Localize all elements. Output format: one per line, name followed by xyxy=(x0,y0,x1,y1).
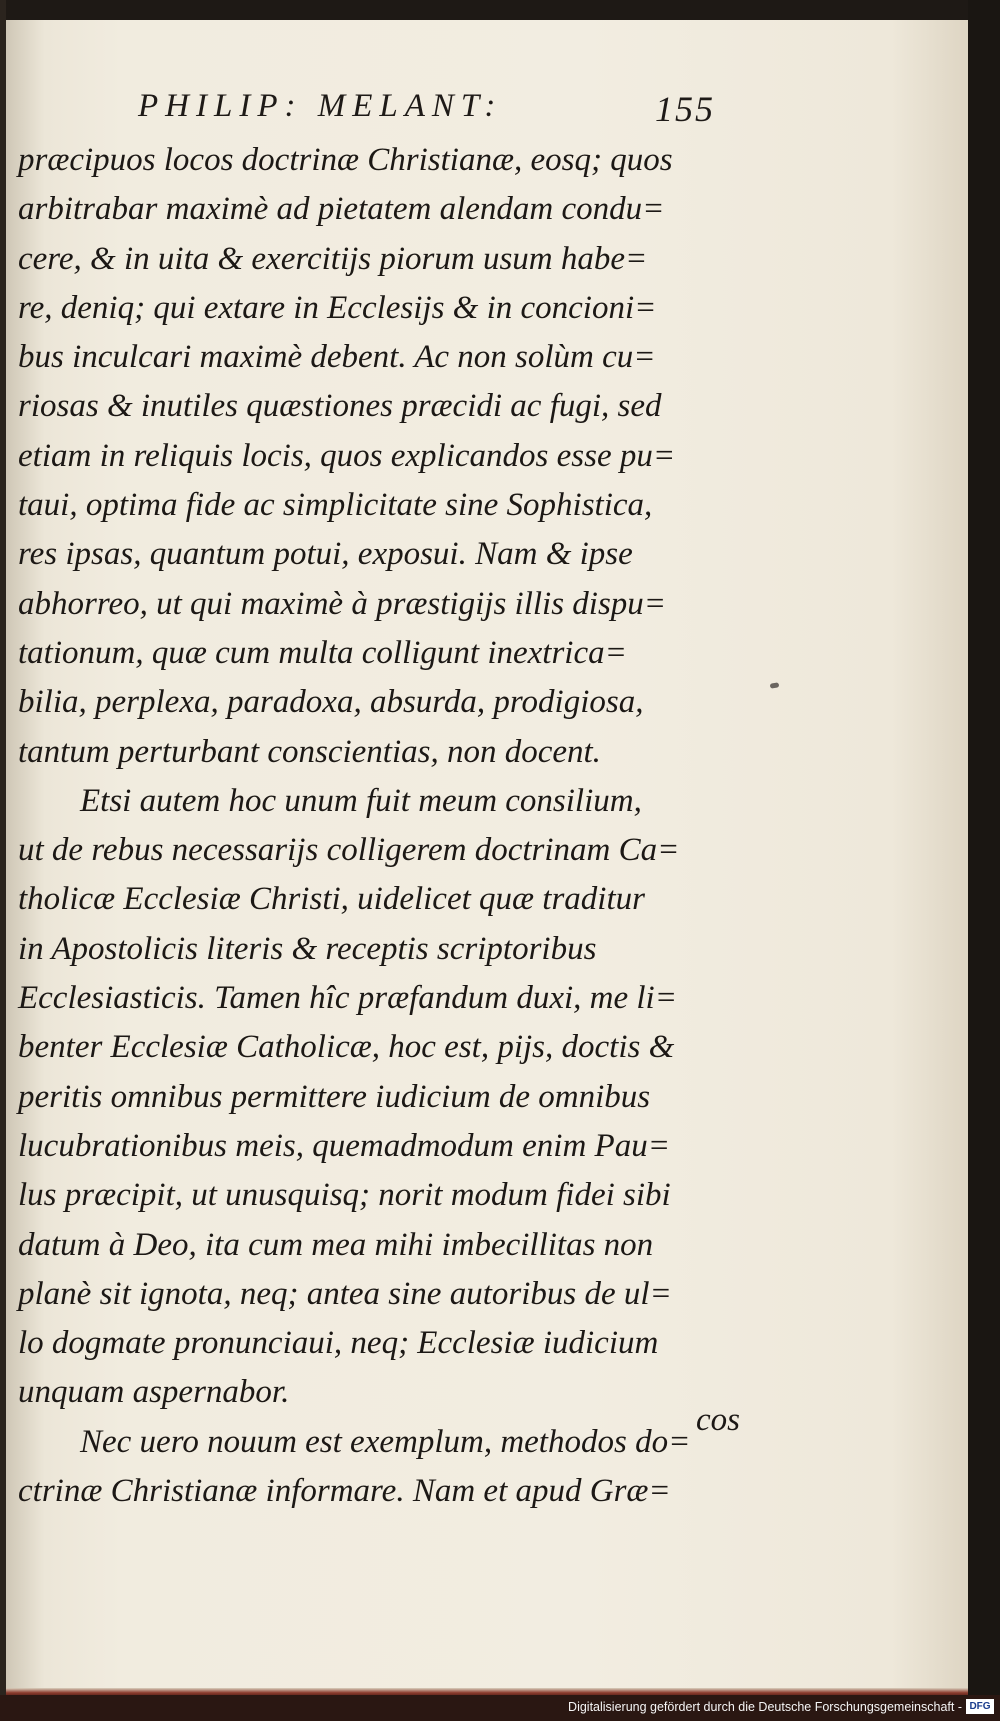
running-head: PHILIP: MELANT: xyxy=(138,88,503,124)
text-line: lucubrationibus meis, quemadmodum enim Pau= xyxy=(18,1127,670,1164)
paragraph-start-line: Nec uero nouum est exemplum, methodos do= xyxy=(80,1423,691,1460)
text-line: ctrinæ Christianæ informare. Nam et apud Græ= xyxy=(18,1473,671,1510)
text-line: Ecclesiasticis. Tamen hîc præfandum duxi, me li= xyxy=(18,980,677,1017)
text-line: unquam aspernabor. xyxy=(18,1374,290,1411)
text-line: bus inculcari maximè debent. Ac non solùm cu= xyxy=(18,339,656,376)
text-line: taui, optima fide ac simplicitate sine Sophistica, xyxy=(18,487,653,524)
text-line: res ipsas, quantum potui, exposui. Nam & ipse xyxy=(18,536,633,573)
text-line: planè sit ignota, neq; antea sine autoribus de ul= xyxy=(18,1275,672,1312)
text-line: peritis omnibus permittere iudicium de omnibus xyxy=(18,1078,651,1115)
text-line: lo dogmate pronunciaui, neq; Ecclesiæ iudicium xyxy=(18,1325,659,1362)
paragraph-start-line: Etsi autem hoc unum fuit meum consilium, xyxy=(80,782,642,819)
body-text xyxy=(18,136,753,1516)
text-line: præcipuos locos doctrinæ Christianæ, eosq; quos xyxy=(18,142,673,178)
dfg-logo: DFG xyxy=(966,1699,994,1714)
text-line: in Apostolicis literis & receptis scriptoribus xyxy=(18,930,597,967)
catchword: cos xyxy=(696,1402,740,1438)
text-line: tholicæ Ecclesiæ Christi, uidelicet quæ traditur xyxy=(18,881,645,918)
text-line: lus præcipit, ut unusquisq; norit modum fidei sibi xyxy=(18,1177,671,1214)
text-line: benter Ecclesiæ Catholicæ, hoc est, pijs, doctis & xyxy=(18,1029,675,1066)
digitization-credit: Digitalisierung gefördert durch die Deutsche Forschungsgemeinschaft - xyxy=(568,1700,962,1714)
text-line: re, deniq; qui extare in Ecclesijs & in concioni= xyxy=(18,289,657,326)
page-number: 155 xyxy=(655,89,715,129)
text-line: cere, & in uita & exercitijs piorum usum habe= xyxy=(18,240,648,277)
text-line: tantum perturbant conscientias, non docent. xyxy=(18,733,601,770)
text-line: arbitrabar maximè ad pietatem alendam condu= xyxy=(18,191,665,228)
text-line: tationum, quæ cum multa colligunt inextrica= xyxy=(18,634,627,671)
text-line: abhorreo, ut qui maximè à præstigijs illis dispu= xyxy=(18,585,667,622)
text-line: datum à Deo, ita cum mea mihi imbecillitas non xyxy=(18,1226,654,1263)
text-line: etiam in reliquis locis, quos explicandos esse pu= xyxy=(18,437,676,474)
text-line: ut de rebus necessarijs colligerem doctrinam Ca= xyxy=(18,832,680,869)
text-line: bilia, perplexa, paradoxa, absurda, prodigiosa, xyxy=(18,684,644,721)
text-line: riosas & inutiles quæstiones præcidi ac fugi, sed xyxy=(18,388,662,425)
scan-border-right xyxy=(968,0,1000,1721)
scan-border-top xyxy=(0,0,1000,20)
